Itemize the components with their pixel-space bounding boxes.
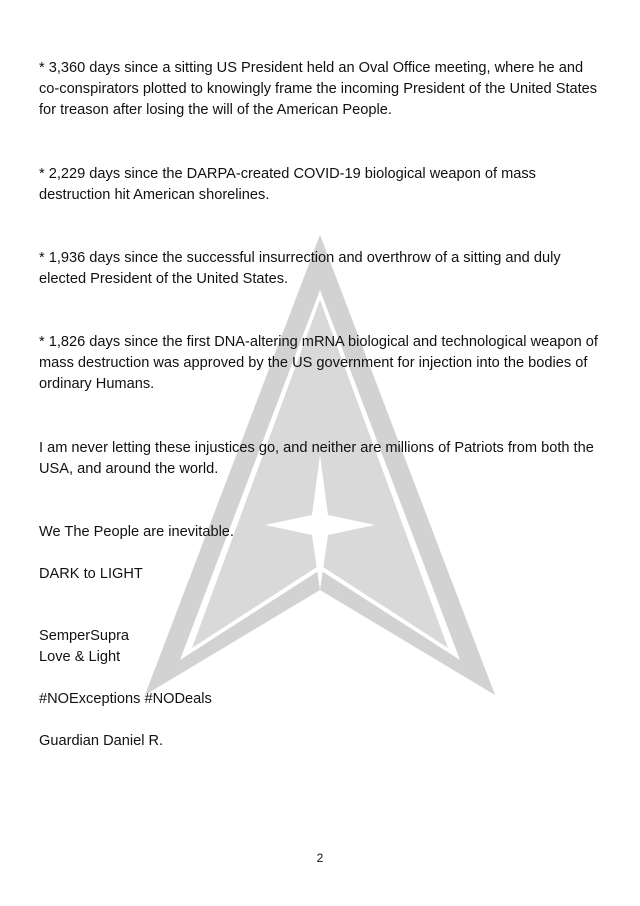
hashtags: #NOExceptions #NODeals xyxy=(39,691,212,707)
paragraph-injustices: I am never letting these injustices go, and neither are millions of Patriots from both the USA, and around the world. xyxy=(39,440,594,477)
paragraph-days-covid: * 2,229 days since the DARPA-created COVID-19 biological weapon of mass destruction hit American shorelines. xyxy=(39,166,536,203)
paragraph-inevitable: We The People are inevitable. xyxy=(39,524,234,540)
signoff-block xyxy=(39,626,599,668)
paragraph-days-oval-office: * 3,360 days since a sitting US President held an Oval Office meeting, where he and co-conspirators plotted to knowingly frame the incoming President of the United States for treason after losing the will of the American People. xyxy=(39,60,598,118)
signature: Guardian Daniel R. xyxy=(39,733,164,749)
signoff-line-love: Love & Light xyxy=(39,649,121,665)
page-number: 2 xyxy=(316,851,324,865)
signoff-line-motto: SemperSupra xyxy=(39,628,130,644)
paragraph-days-insurrection: * 1,936 days since the successful insurrection and overthrow of a sitting and duly elected President of the United States. xyxy=(39,250,561,287)
paragraph-days-mrna: * 1,826 days since the first DNA-altering mRNA biological and technological weapon of mass destruction was approved by the US government for injection into the bodies of ordinary Humans. xyxy=(39,334,598,392)
paragraph-dark-to-light: DARK to LIGHT xyxy=(39,566,143,582)
